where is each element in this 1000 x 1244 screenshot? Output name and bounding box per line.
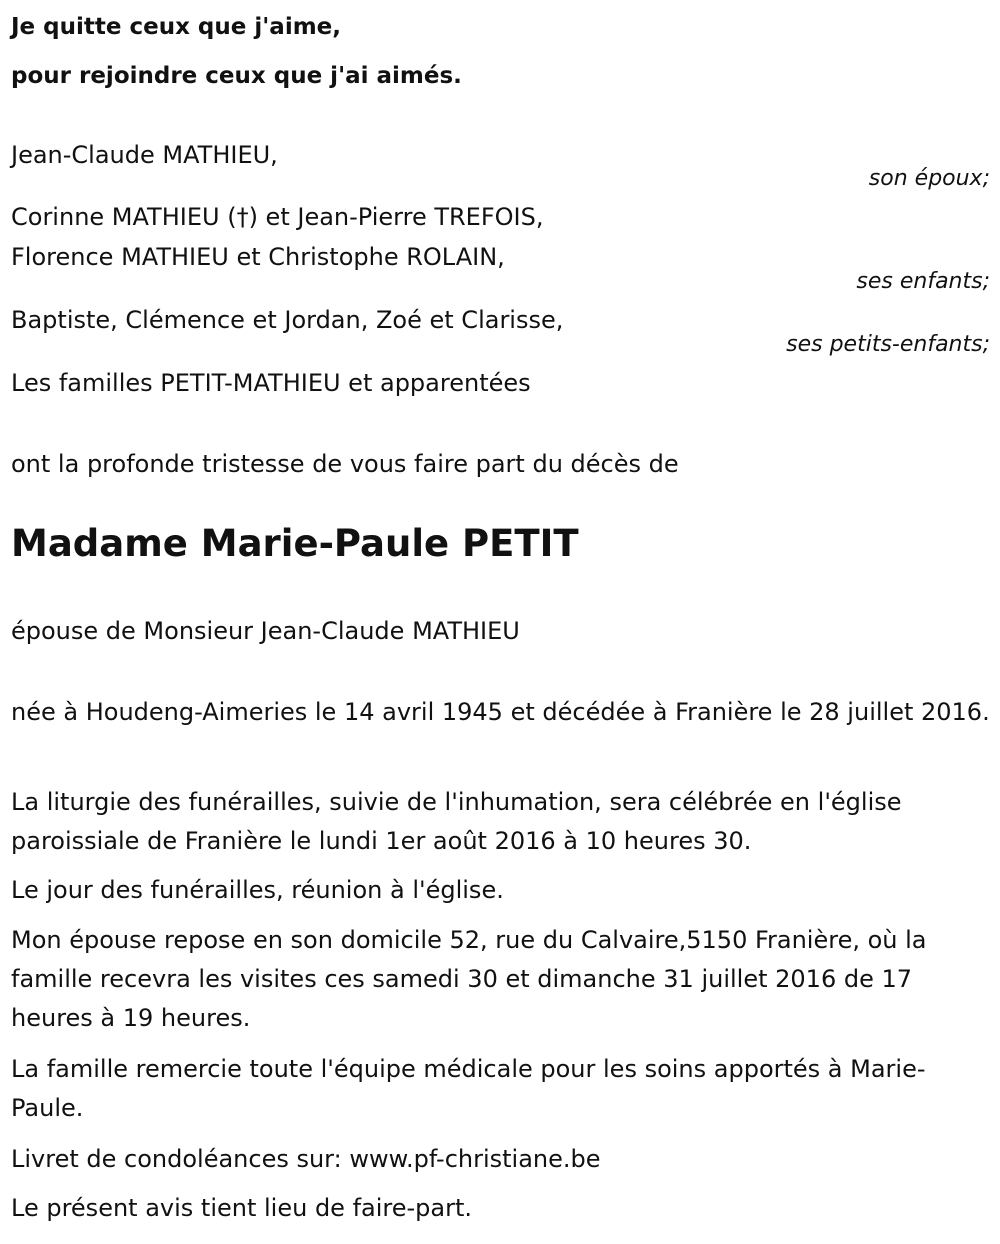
children-line-1: Corinne MATHIEU (†) et Jean-Pierre TREFOIS, (11, 203, 544, 231)
grandchildren-role: ses petits-enfants; (786, 332, 990, 357)
thanks-paragraph: La famille remercie toute l'équipe médicale pour les soins apportés à Marie-Paule. (11, 1055, 926, 1122)
spouse-of: épouse de Monsieur Jean-Claude MATHIEU (11, 617, 520, 645)
families: Les familles PETIT-MATHIEU et apparentées (11, 369, 531, 397)
notice-line: Le présent avis tient lieu de faire-part. (11, 1194, 473, 1222)
resting-paragraph: Mon épouse repose en son domicile 52, rue du Calvaire,5150 Franière, où la famille recevra les visites ces samedi 30 et dimanche 31 juillet 2016 de 17 heures à 19 heures. (11, 926, 927, 1032)
spouse-role: son époux; (868, 166, 990, 191)
announcement: ont la profonde tristesse de vous faire part du décès de (11, 450, 679, 478)
quote-line-1: Je quitte ceux que j'aime, (11, 14, 342, 40)
condolences-line: Livret de condoléances sur: www.pf-christiane.be (11, 1145, 601, 1173)
meeting-paragraph: Le jour des funérailles, réunion à l'église. (11, 876, 504, 904)
quote-line-2: pour rejoindre ceux que j'ai aimés. (11, 63, 462, 89)
liturgy-paragraph: La liturgie des funérailles, suivie de l'inhumation, sera célébrée en l'église paroissiale de Franière le lundi 1er août 2016 à 10 heures 30. (11, 788, 902, 855)
children-line-2: Florence MATHIEU et Christophe ROLAIN, (11, 243, 505, 271)
birth-death-paragraph: née à Houdeng-Aimeries le 14 avril 1945 et décédée à Franière le 28 juillet 2016. (11, 698, 990, 726)
children-role: ses enfants; (856, 269, 990, 294)
spouse-name: Jean-Claude MATHIEU, (11, 141, 278, 169)
grandchildren: Baptiste, Clémence et Jordan, Zoé et Clarisse, (11, 306, 564, 334)
deceased-name: Madame Marie-Paule PETIT (11, 522, 579, 565)
